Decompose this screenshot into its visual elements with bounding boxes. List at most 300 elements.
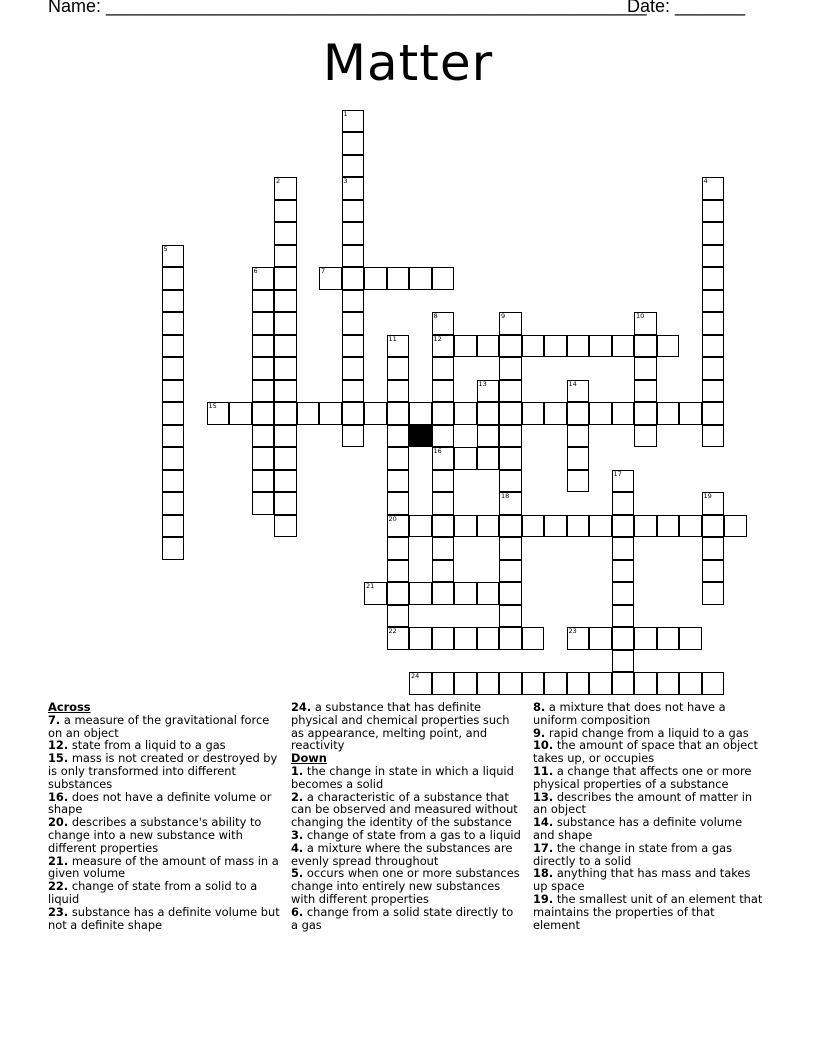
grid-cell[interactable] <box>679 627 702 650</box>
grid-cell[interactable] <box>274 222 297 245</box>
grid-cell[interactable] <box>702 515 725 538</box>
grid-cell[interactable] <box>274 312 297 335</box>
name-field[interactable]: Name: ______________________________________________________ <box>48 0 647 16</box>
clue-number: 21 <box>366 582 375 590</box>
grid-cell[interactable] <box>342 380 365 403</box>
grid-cell[interactable] <box>612 560 635 583</box>
grid-cell[interactable] <box>567 380 590 403</box>
grid-cell[interactable] <box>589 335 612 358</box>
grid-cell[interactable] <box>252 425 275 448</box>
black-cell <box>409 425 432 448</box>
grid-cell[interactable] <box>162 267 185 290</box>
clue-text: describes a substance's ability to change into a new substance with different properties <box>48 815 262 855</box>
grid-cell[interactable] <box>252 312 275 335</box>
grid-cell[interactable] <box>724 515 747 538</box>
grid-cell[interactable] <box>522 402 545 425</box>
clue-item <box>533 739 765 765</box>
grid-cell[interactable] <box>319 267 342 290</box>
clue-number: 12 <box>433 334 442 343</box>
grid-cell[interactable] <box>274 515 297 538</box>
grid-cell[interactable] <box>454 402 477 425</box>
grid-cell[interactable] <box>432 560 455 583</box>
grid-cell[interactable] <box>454 627 477 650</box>
grid-cell[interactable] <box>477 447 500 470</box>
grid-cell[interactable] <box>702 335 725 358</box>
grid-cell[interactable] <box>432 582 455 605</box>
grid-cell[interactable] <box>702 537 725 560</box>
grid-cell[interactable] <box>387 605 410 628</box>
grid-cell[interactable] <box>409 267 432 290</box>
grid-cell[interactable] <box>702 222 725 245</box>
grid-cell[interactable] <box>657 627 680 650</box>
grid-cell[interactable] <box>319 402 342 425</box>
grid-cell[interactable] <box>274 357 297 380</box>
section-heading: Across <box>48 700 91 714</box>
grid-cell[interactable] <box>432 267 455 290</box>
grid-cell[interactable] <box>454 515 477 538</box>
clue-column-1 <box>48 701 280 931</box>
grid-cell[interactable] <box>387 267 410 290</box>
grid-cell[interactable] <box>432 335 455 358</box>
grid-cell[interactable] <box>499 402 522 425</box>
grid-cell[interactable] <box>387 492 410 515</box>
grid-cell[interactable] <box>364 267 387 290</box>
grid-cell[interactable] <box>387 425 410 448</box>
clue-number-label: 6. <box>291 904 304 919</box>
grid-cell[interactable] <box>207 402 230 425</box>
grid-cell[interactable] <box>387 537 410 560</box>
grid-cell[interactable] <box>409 515 432 538</box>
grid-cell[interactable] <box>657 672 680 695</box>
grid-cell[interactable] <box>342 110 365 133</box>
grid-cell[interactable] <box>567 515 590 538</box>
clue-item <box>48 752 280 790</box>
grid-cell[interactable] <box>589 515 612 538</box>
clue-number-label: 17. <box>533 840 554 855</box>
grid-cell[interactable] <box>499 335 522 358</box>
clue-number-label: 15. <box>48 751 69 766</box>
grid-cell[interactable] <box>567 447 590 470</box>
section-heading: Down <box>291 751 327 766</box>
clue-number: 7 <box>321 267 326 275</box>
grid-cell[interactable] <box>634 335 657 358</box>
grid-cell[interactable] <box>162 380 185 403</box>
grid-cell[interactable] <box>522 335 545 358</box>
grid-cell[interactable] <box>702 402 725 425</box>
grid-cell[interactable] <box>252 402 275 425</box>
clue-item <box>533 867 765 893</box>
clue-number: 19 <box>703 492 712 500</box>
clue-item <box>291 906 523 932</box>
grid-cell[interactable] <box>499 357 522 380</box>
grid-cell[interactable] <box>342 402 365 425</box>
grid-cell[interactable] <box>162 357 185 380</box>
clue-number-label: 22. <box>48 879 69 894</box>
grid-cell[interactable] <box>342 312 365 335</box>
grid-cell[interactable] <box>499 672 522 695</box>
grid-cell[interactable] <box>342 132 365 155</box>
grid-cell[interactable] <box>162 425 185 448</box>
grid-cell[interactable] <box>589 627 612 650</box>
clue-item <box>533 816 765 842</box>
grid-cell[interactable] <box>162 515 185 538</box>
grid-cell[interactable] <box>679 515 702 538</box>
grid-cell[interactable] <box>679 672 702 695</box>
grid-cell[interactable] <box>612 582 635 605</box>
grid-cell[interactable] <box>342 177 365 200</box>
grid-cell[interactable] <box>702 380 725 403</box>
grid-cell[interactable] <box>274 290 297 313</box>
clue-item <box>291 867 523 905</box>
grid-cell[interactable] <box>657 335 680 358</box>
clue-number: 17 <box>613 469 622 478</box>
grid-cell[interactable] <box>612 672 635 695</box>
grid-cell[interactable] <box>499 447 522 470</box>
grid-cell[interactable] <box>499 312 522 335</box>
clue-number: 22 <box>388 627 397 635</box>
grid-cell[interactable] <box>252 492 275 515</box>
clue-number: 13 <box>478 379 487 388</box>
grid-cell[interactable] <box>657 402 680 425</box>
page-title: Matter <box>322 34 494 92</box>
grid-cell[interactable] <box>499 470 522 493</box>
clue-number-label: 5. <box>291 866 304 881</box>
grid-cell[interactable] <box>274 200 297 223</box>
grid-cell[interactable] <box>657 515 680 538</box>
clue-number-label: 24. <box>291 700 312 714</box>
clue-text: change of state from a solid to a liquid <box>48 879 258 906</box>
grid-cell[interactable] <box>522 515 545 538</box>
clue-number-label: 2. <box>291 789 304 804</box>
grid-cell[interactable] <box>477 672 500 695</box>
clue-item <box>533 842 765 868</box>
grid-cell[interactable] <box>274 335 297 358</box>
clue-column-2 <box>291 701 523 931</box>
grid-cell[interactable] <box>702 312 725 335</box>
clue-text: the smallest unit of an element that maintains the properties of that element <box>533 891 763 932</box>
grid-cell[interactable] <box>252 335 275 358</box>
grid-cell[interactable] <box>274 447 297 470</box>
grid-cell[interactable] <box>162 492 185 515</box>
clue-number: 10 <box>636 312 645 320</box>
clue-text: the change in state in which a liquid becomes a solid <box>291 763 514 791</box>
grid-cell[interactable] <box>499 537 522 560</box>
grid-cell[interactable] <box>499 492 522 515</box>
clue-number: 18 <box>501 492 510 500</box>
grid-cell[interactable] <box>454 335 477 358</box>
grid-cell[interactable] <box>162 402 185 425</box>
grid-cell[interactable] <box>387 515 410 538</box>
grid-cell[interactable] <box>387 470 410 493</box>
grid-cell[interactable] <box>612 627 635 650</box>
grid-cell[interactable] <box>612 492 635 515</box>
grid-cell[interactable] <box>702 672 725 695</box>
clue-number: 3 <box>343 177 348 185</box>
clue-number-label: 10. <box>533 738 554 753</box>
grid-cell[interactable] <box>409 582 432 605</box>
clue-number-label: 3. <box>291 827 304 842</box>
clue-text: anything that has mass and takes up space <box>533 866 751 894</box>
clue-text: change from a solid state directly to a gas <box>291 904 514 932</box>
grid-cell[interactable] <box>252 357 275 380</box>
clue-number-label: 11. <box>533 763 554 778</box>
grid-cell[interactable] <box>702 582 725 605</box>
clue-number: 14 <box>568 379 577 388</box>
grid-cell[interactable] <box>342 245 365 268</box>
clue-number-label: 9. <box>533 725 546 740</box>
clue-number: 20 <box>388 514 397 523</box>
grid-cell[interactable] <box>342 357 365 380</box>
clue-number: 15 <box>208 402 217 410</box>
clue-number-label: 1. <box>291 763 304 778</box>
grid-cell[interactable] <box>409 627 432 650</box>
grid-cell[interactable] <box>162 470 185 493</box>
grid-cell[interactable] <box>432 425 455 448</box>
grid-cell[interactable] <box>297 402 320 425</box>
grid-cell[interactable] <box>702 290 725 313</box>
grid-cell[interactable] <box>162 537 185 560</box>
grid-cell[interactable] <box>499 515 522 538</box>
grid-cell[interactable] <box>634 312 657 335</box>
grid-cell[interactable] <box>499 605 522 628</box>
grid-cell[interactable] <box>544 402 567 425</box>
clue-number: 16 <box>433 447 442 455</box>
grid-cell[interactable] <box>432 312 455 335</box>
grid-cell[interactable] <box>477 335 500 358</box>
grid-cell[interactable] <box>612 402 635 425</box>
clue-number: 11 <box>388 334 397 343</box>
grid-cell[interactable] <box>274 492 297 515</box>
grid-cell[interactable] <box>432 447 455 470</box>
grid-cell[interactable] <box>387 582 410 605</box>
grid-cell[interactable] <box>432 627 455 650</box>
clue-column-3 <box>533 701 765 931</box>
grid-cell[interactable] <box>702 560 725 583</box>
grid-cell[interactable] <box>634 380 657 403</box>
grid-cell[interactable] <box>634 425 657 448</box>
clue-item <box>48 791 280 817</box>
grid-cell[interactable] <box>229 402 252 425</box>
grid-cell[interactable] <box>477 515 500 538</box>
grid-cell[interactable] <box>162 290 185 313</box>
grid-cell[interactable] <box>432 672 455 695</box>
grid-cell[interactable] <box>432 492 455 515</box>
grid-cell[interactable] <box>567 425 590 448</box>
clue-number-label: 13. <box>533 789 554 804</box>
grid-cell[interactable] <box>702 267 725 290</box>
grid-cell[interactable] <box>274 267 297 290</box>
grid-cell[interactable] <box>274 380 297 403</box>
grid-cell[interactable] <box>612 470 635 493</box>
grid-cell[interactable] <box>477 627 500 650</box>
date-field[interactable]: Date: _______ <box>627 0 746 16</box>
grid-cell[interactable] <box>567 335 590 358</box>
grid-cell[interactable] <box>342 335 365 358</box>
grid-cell[interactable] <box>432 357 455 380</box>
grid-cell[interactable] <box>499 380 522 403</box>
grid-cell[interactable] <box>499 582 522 605</box>
grid-cell[interactable] <box>387 627 410 650</box>
clue-item <box>48 906 280 932</box>
grid-cell[interactable] <box>634 402 657 425</box>
clue-item <box>533 893 765 931</box>
grid-cell[interactable] <box>252 267 275 290</box>
clue-item <box>291 842 523 868</box>
grid-cell[interactable] <box>567 672 590 695</box>
grid-cell[interactable] <box>499 560 522 583</box>
grid-cell[interactable] <box>477 582 500 605</box>
clue-item <box>48 816 280 854</box>
grid-cell[interactable] <box>162 335 185 358</box>
grid-cell[interactable] <box>612 515 635 538</box>
grid-cell[interactable] <box>342 155 365 178</box>
clue-text: measure of the amount of mass in a given volume <box>48 853 279 881</box>
grid-cell[interactable] <box>522 672 545 695</box>
grid-cell[interactable] <box>702 177 725 200</box>
grid-cell[interactable] <box>634 357 657 380</box>
clue-number-label: 14. <box>533 815 554 830</box>
clue-text: rapid change from a liquid to a gas <box>548 725 749 740</box>
grid-cell[interactable] <box>387 380 410 403</box>
clue-text: a mixture where the substances are evenly spread throughout <box>291 840 513 868</box>
grid-cell[interactable] <box>612 335 635 358</box>
clue-text: describes the amount of matter in an object <box>533 789 753 817</box>
grid-cell[interactable] <box>432 380 455 403</box>
clue-text: change of state from a gas to a liquid <box>306 827 521 842</box>
grid-cell[interactable] <box>342 425 365 448</box>
grid-cell[interactable] <box>567 402 590 425</box>
grid-cell[interactable] <box>432 515 455 538</box>
clue-number-label: 4. <box>291 840 304 855</box>
clue-text: does not have a definite volume or shape <box>48 789 272 817</box>
clue-number: 8 <box>433 312 438 320</box>
grid-cell[interactable] <box>252 470 275 493</box>
grid-cell[interactable] <box>342 290 365 313</box>
clue-text: the change in state from a gas directly to a solid <box>533 840 733 868</box>
grid-cell[interactable] <box>252 447 275 470</box>
clue-text: a substance that has definite physical and chemical properties such as appearance, melting point, and reactivity <box>291 700 510 753</box>
grid-cell[interactable] <box>589 672 612 695</box>
clue-text: a mixture that does not have a uniform composition <box>533 700 726 727</box>
grid-cell[interactable] <box>612 650 635 673</box>
grid-cell[interactable] <box>342 222 365 245</box>
grid-cell[interactable] <box>477 425 500 448</box>
clue-text: occurs when one or more substances change into entirely new substances with different properties <box>291 866 520 906</box>
grid-cell[interactable] <box>162 245 185 268</box>
clue-number-label: 7. <box>48 712 61 727</box>
grid-cell[interactable] <box>477 402 500 425</box>
grid-cell[interactable] <box>409 402 432 425</box>
grid-cell[interactable] <box>702 245 725 268</box>
clue-number-label: 12. <box>48 738 69 753</box>
clue-item <box>291 701 523 752</box>
grid-cell[interactable] <box>567 627 590 650</box>
grid-cell[interactable] <box>274 470 297 493</box>
grid-cell[interactable] <box>432 537 455 560</box>
grid-cell[interactable] <box>252 290 275 313</box>
grid-cell[interactable] <box>162 447 185 470</box>
grid-cell[interactable] <box>589 402 612 425</box>
grid-cell[interactable] <box>454 582 477 605</box>
clue-text: substance has a definite volume and shape <box>533 815 743 842</box>
grid-cell[interactable] <box>702 200 725 223</box>
grid-cell[interactable] <box>387 560 410 583</box>
grid-cell[interactable] <box>634 672 657 695</box>
grid-cell[interactable] <box>162 312 185 335</box>
grid-cell[interactable] <box>702 492 725 515</box>
grid-cell[interactable] <box>274 402 297 425</box>
clue-item <box>291 791 523 829</box>
grid-cell[interactable] <box>544 335 567 358</box>
clue-text: the amount of space that an object takes up, or occupies <box>533 738 759 766</box>
grid-cell[interactable] <box>612 537 635 560</box>
grid-cell[interactable] <box>544 672 567 695</box>
clue-item <box>533 791 765 817</box>
clue-number-label: 18. <box>533 866 554 881</box>
grid-cell[interactable] <box>567 470 590 493</box>
grid-cell[interactable] <box>342 200 365 223</box>
grid-cell[interactable] <box>634 627 657 650</box>
clue-item <box>48 714 280 740</box>
clue-text: state from a liquid to a gas <box>71 738 226 753</box>
grid-cell[interactable] <box>522 627 545 650</box>
grid-cell[interactable] <box>387 357 410 380</box>
clue-number: 23 <box>568 627 577 635</box>
grid-cell[interactable] <box>702 425 725 448</box>
grid-cell[interactable] <box>364 402 387 425</box>
grid-cell[interactable] <box>387 335 410 358</box>
clue-text: a change that affects one or more physical properties of a substance <box>533 763 752 791</box>
grid-cell[interactable] <box>387 402 410 425</box>
clue-number-label: 16. <box>48 789 69 804</box>
clue-number-label: 20. <box>48 815 69 830</box>
grid-cell[interactable] <box>364 582 387 605</box>
clue-item <box>533 701 765 727</box>
grid-cell[interactable] <box>702 357 725 380</box>
clue-item <box>48 855 280 881</box>
clue-text: mass is not created or destroyed by is only transformed into different substances <box>48 751 278 791</box>
grid-cell[interactable] <box>274 177 297 200</box>
grid-cell[interactable] <box>252 380 275 403</box>
grid-cell[interactable] <box>499 425 522 448</box>
grid-cell[interactable] <box>477 380 500 403</box>
clue-item <box>291 765 523 791</box>
grid-cell[interactable] <box>274 245 297 268</box>
clue-number: 5 <box>163 244 168 253</box>
grid-cell[interactable] <box>409 672 432 695</box>
grid-cell[interactable] <box>454 672 477 695</box>
clue-number: 24 <box>411 672 420 680</box>
grid-cell[interactable] <box>432 402 455 425</box>
grid-cell[interactable] <box>454 447 477 470</box>
clue-number-label: 21. <box>48 853 69 868</box>
grid-cell[interactable] <box>342 267 365 290</box>
grid-cell[interactable] <box>274 425 297 448</box>
grid-cell[interactable] <box>634 515 657 538</box>
clue-number-label: 23. <box>48 904 69 919</box>
clue-number: 4 <box>703 177 708 185</box>
clue-number: 9 <box>501 312 506 320</box>
clue-text: substance has a definite volume but not a definite shape <box>48 904 280 932</box>
clue-number-label: 19. <box>533 891 554 906</box>
grid-cell[interactable] <box>387 447 410 470</box>
grid-cell[interactable] <box>679 402 702 425</box>
grid-cell[interactable] <box>544 515 567 538</box>
grid-cell[interactable] <box>612 605 635 628</box>
grid-cell[interactable] <box>432 470 455 493</box>
clue-item <box>533 765 765 791</box>
grid-cell[interactable] <box>499 627 522 650</box>
